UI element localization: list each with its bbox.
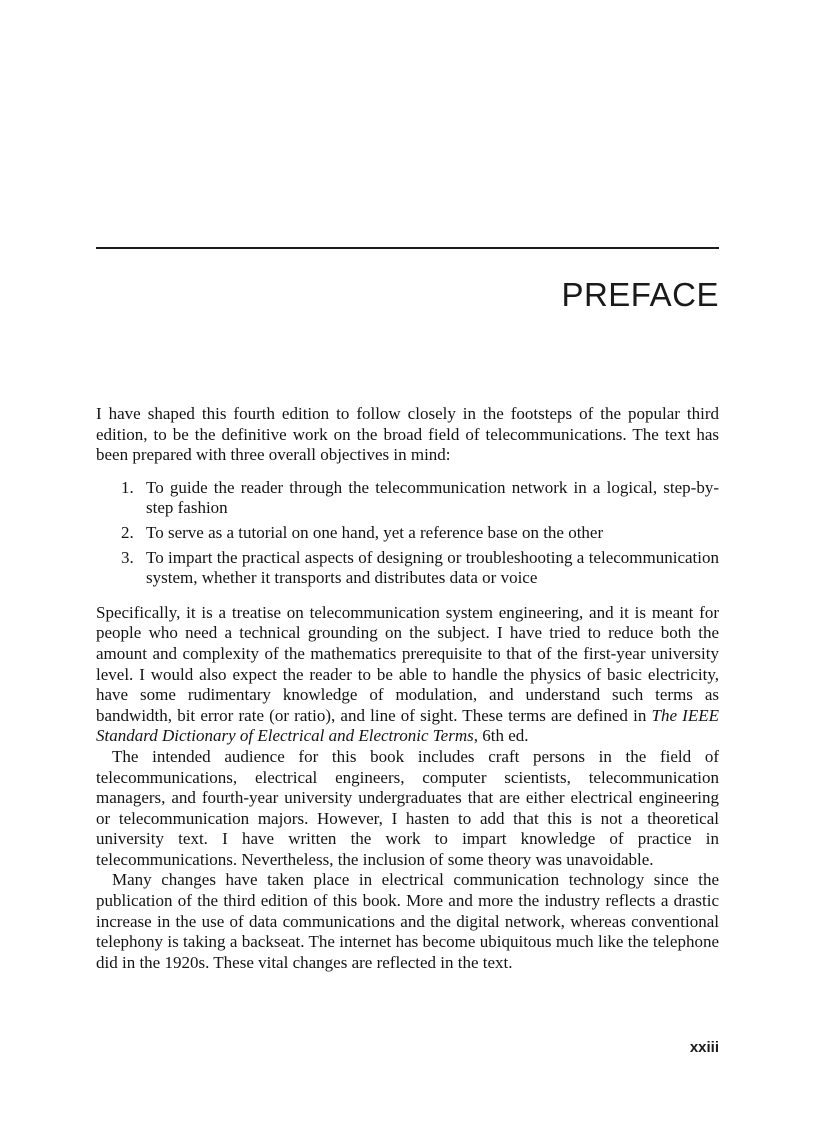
list-item-number: 2.	[121, 522, 134, 542]
header-rule	[96, 247, 719, 249]
list-item	[96, 478, 719, 519]
intro-paragraph: I have shaped this fourth edition to follow closely in the footsteps of the popular third edition, to be the definitive work on the broad field of telecommunications. The text has been prepared with three overall objectives in mind:	[96, 404, 719, 465]
list-item-text: To serve as a tutorial on one hand, yet a reference base on the other	[146, 522, 604, 542]
list-item	[96, 548, 719, 589]
scope-paragraph-text: Specifically, it is a treatise on telecommunication system engineering, and it is meant for people who need a technical grounding on the subject. I have tried to reduce both the amount and complexity of the mathematics prerequisite to that of the first-year university level. I would also expect the reader to be able to handle the physics of basic electricity, have some rudimentary knowledge of modulation, and understand such terms as bandwidth, bit error rate (or ratio), and line of sight. These terms are defined in	[96, 602, 719, 725]
scope-paragraph	[96, 603, 719, 747]
list-item-number: 1.	[121, 477, 134, 497]
list-item-text: To guide the reader through the telecommunication network in a logical, step-by-step fashion	[146, 477, 719, 518]
page-title: PREFACE	[561, 276, 719, 313]
page-number: xxiii	[689, 1039, 719, 1056]
book-title-citation: The IEEE Standard Dictionary of Electrical and Electronic Terms	[96, 705, 719, 746]
list-item-text: To impart the practical aspects of designing or troubleshooting a telecommunication system, whether it transports and distributes data or voice	[146, 547, 719, 588]
changes-paragraph: Many changes have taken place in electrical communication technology since the publication of the third edition of this book. More and more the industry reflects a drastic increase in the use of data communications and the digital network, whereas conventional telephony is taking a backseat. The internet has become ubiquitous much like the telephone did in the 1920s. These vital changes are reflected in the text.	[96, 870, 719, 972]
body-text	[96, 404, 719, 973]
list-item	[96, 523, 719, 544]
objectives-list	[96, 478, 719, 589]
scope-paragraph-edition: , 6th ed.	[473, 726, 529, 746]
audience-paragraph: The intended audience for this book includes craft persons in the field of telecommunications, electrical engineers, computer scientists, telecommunication managers, and fourth-year university undergraduates that are either electrical engineering or telecommunication majors. However, I hasten to add that this is not a theoretical university text. I have written the work to impart knowledge of practice in telecommunications. Nevertheless, the inclusion of some theory was unavoidable.	[96, 746, 719, 869]
list-item-number: 3.	[121, 547, 134, 567]
